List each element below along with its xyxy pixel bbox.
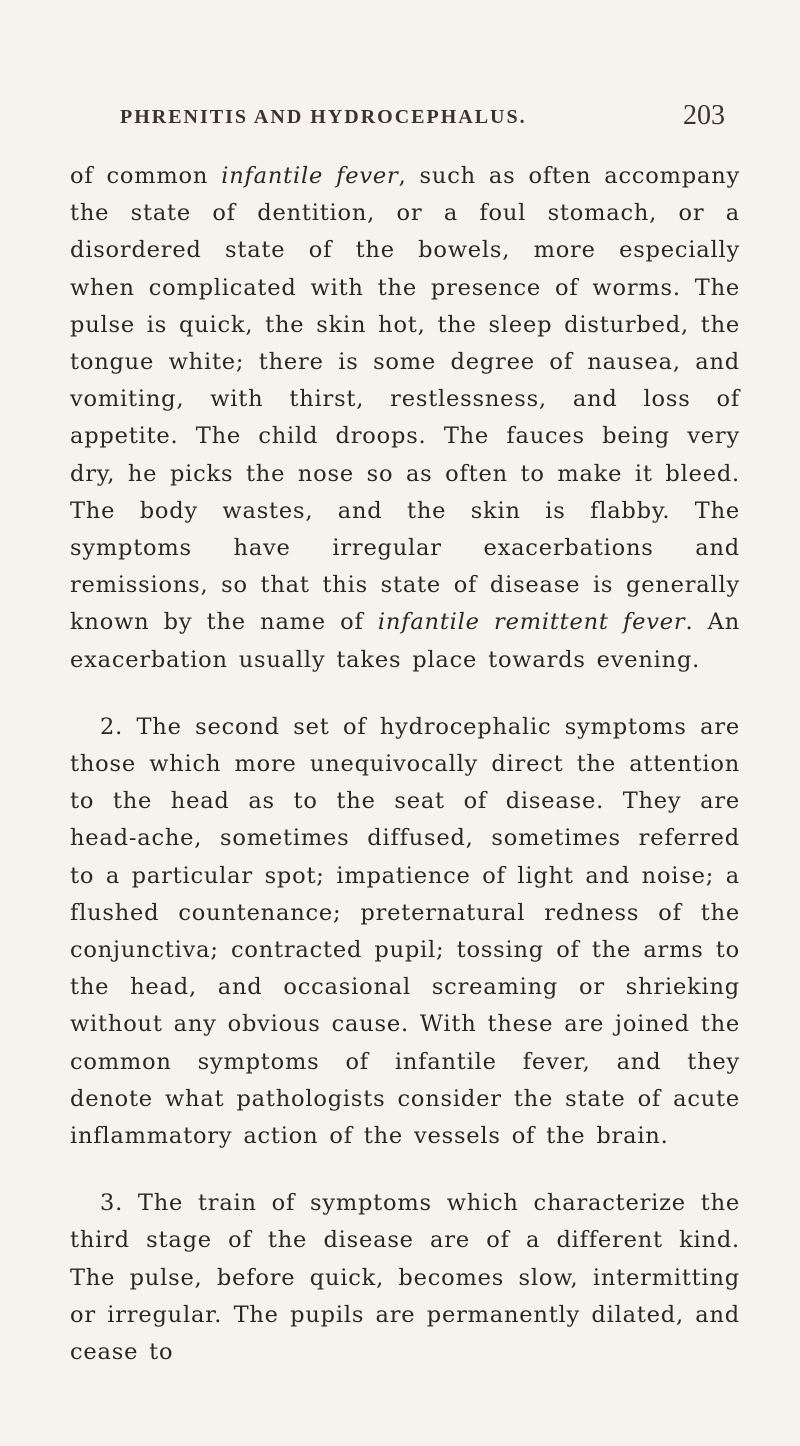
italic-phrase: infantile remittent fever: [377, 609, 686, 636]
text-segment: of common: [70, 163, 222, 189]
running-title: PHRENITIS AND HYDROCEPHALUS.: [120, 106, 527, 128]
paragraph-3: [70, 1185, 740, 1371]
text-segment: . An exacerbation usually takes place towards evening.: [70, 609, 741, 673]
paragraph-1: [70, 158, 740, 679]
running-head: [0, 100, 800, 146]
italic-phrase: infantile fever: [221, 163, 399, 189]
paragraph-2: [70, 709, 740, 1155]
page-number: 203: [683, 100, 725, 131]
text-segment: 2. The second set of hydrocephalic symptoms are those which more unequivocally direct the attention to the head as to the seat of disease. They are head-ache, sometimes diffused, sometimes referred to a particular spot; impatience of light and noise; a flushed countenance; preternatural redness of the conjunctiva; contracted pupil; tossing of the arms to the head, and occasional screaming or shrieking without any obvious cause. With these are joined the common symptoms of infantile fever, and they denote what pathologists consider the state of acute inflammatory action of the vessels of the brain.: [70, 713, 740, 1150]
text-segment: , such as often accompany the state of dentition, or a foul stomach, or a disordered state of the bowels, more especially when complicated with the presence of worms. The pulse is quick, the skin hot, the sleep disturbed, the tongue white; there is some degree of nausea, and vomiting, with thirst, restlessness, and loss of appetite. The child droops. The fauces being very dry, he picks the nose so as often to make it bleed. The body wastes, and the skin is flabby. The symptoms have irregular exacerbations and remissions, so that this state of disease is generally known by the name of: [70, 163, 741, 636]
body-text: [70, 158, 740, 1371]
text-segment: 3. The train of symptoms which characterize the third stage of the disease are of a different kind. The pulse, before quick, becomes slow, intermitting or irregular. The pupils are permanently dilated, and cease to: [70, 1190, 740, 1366]
